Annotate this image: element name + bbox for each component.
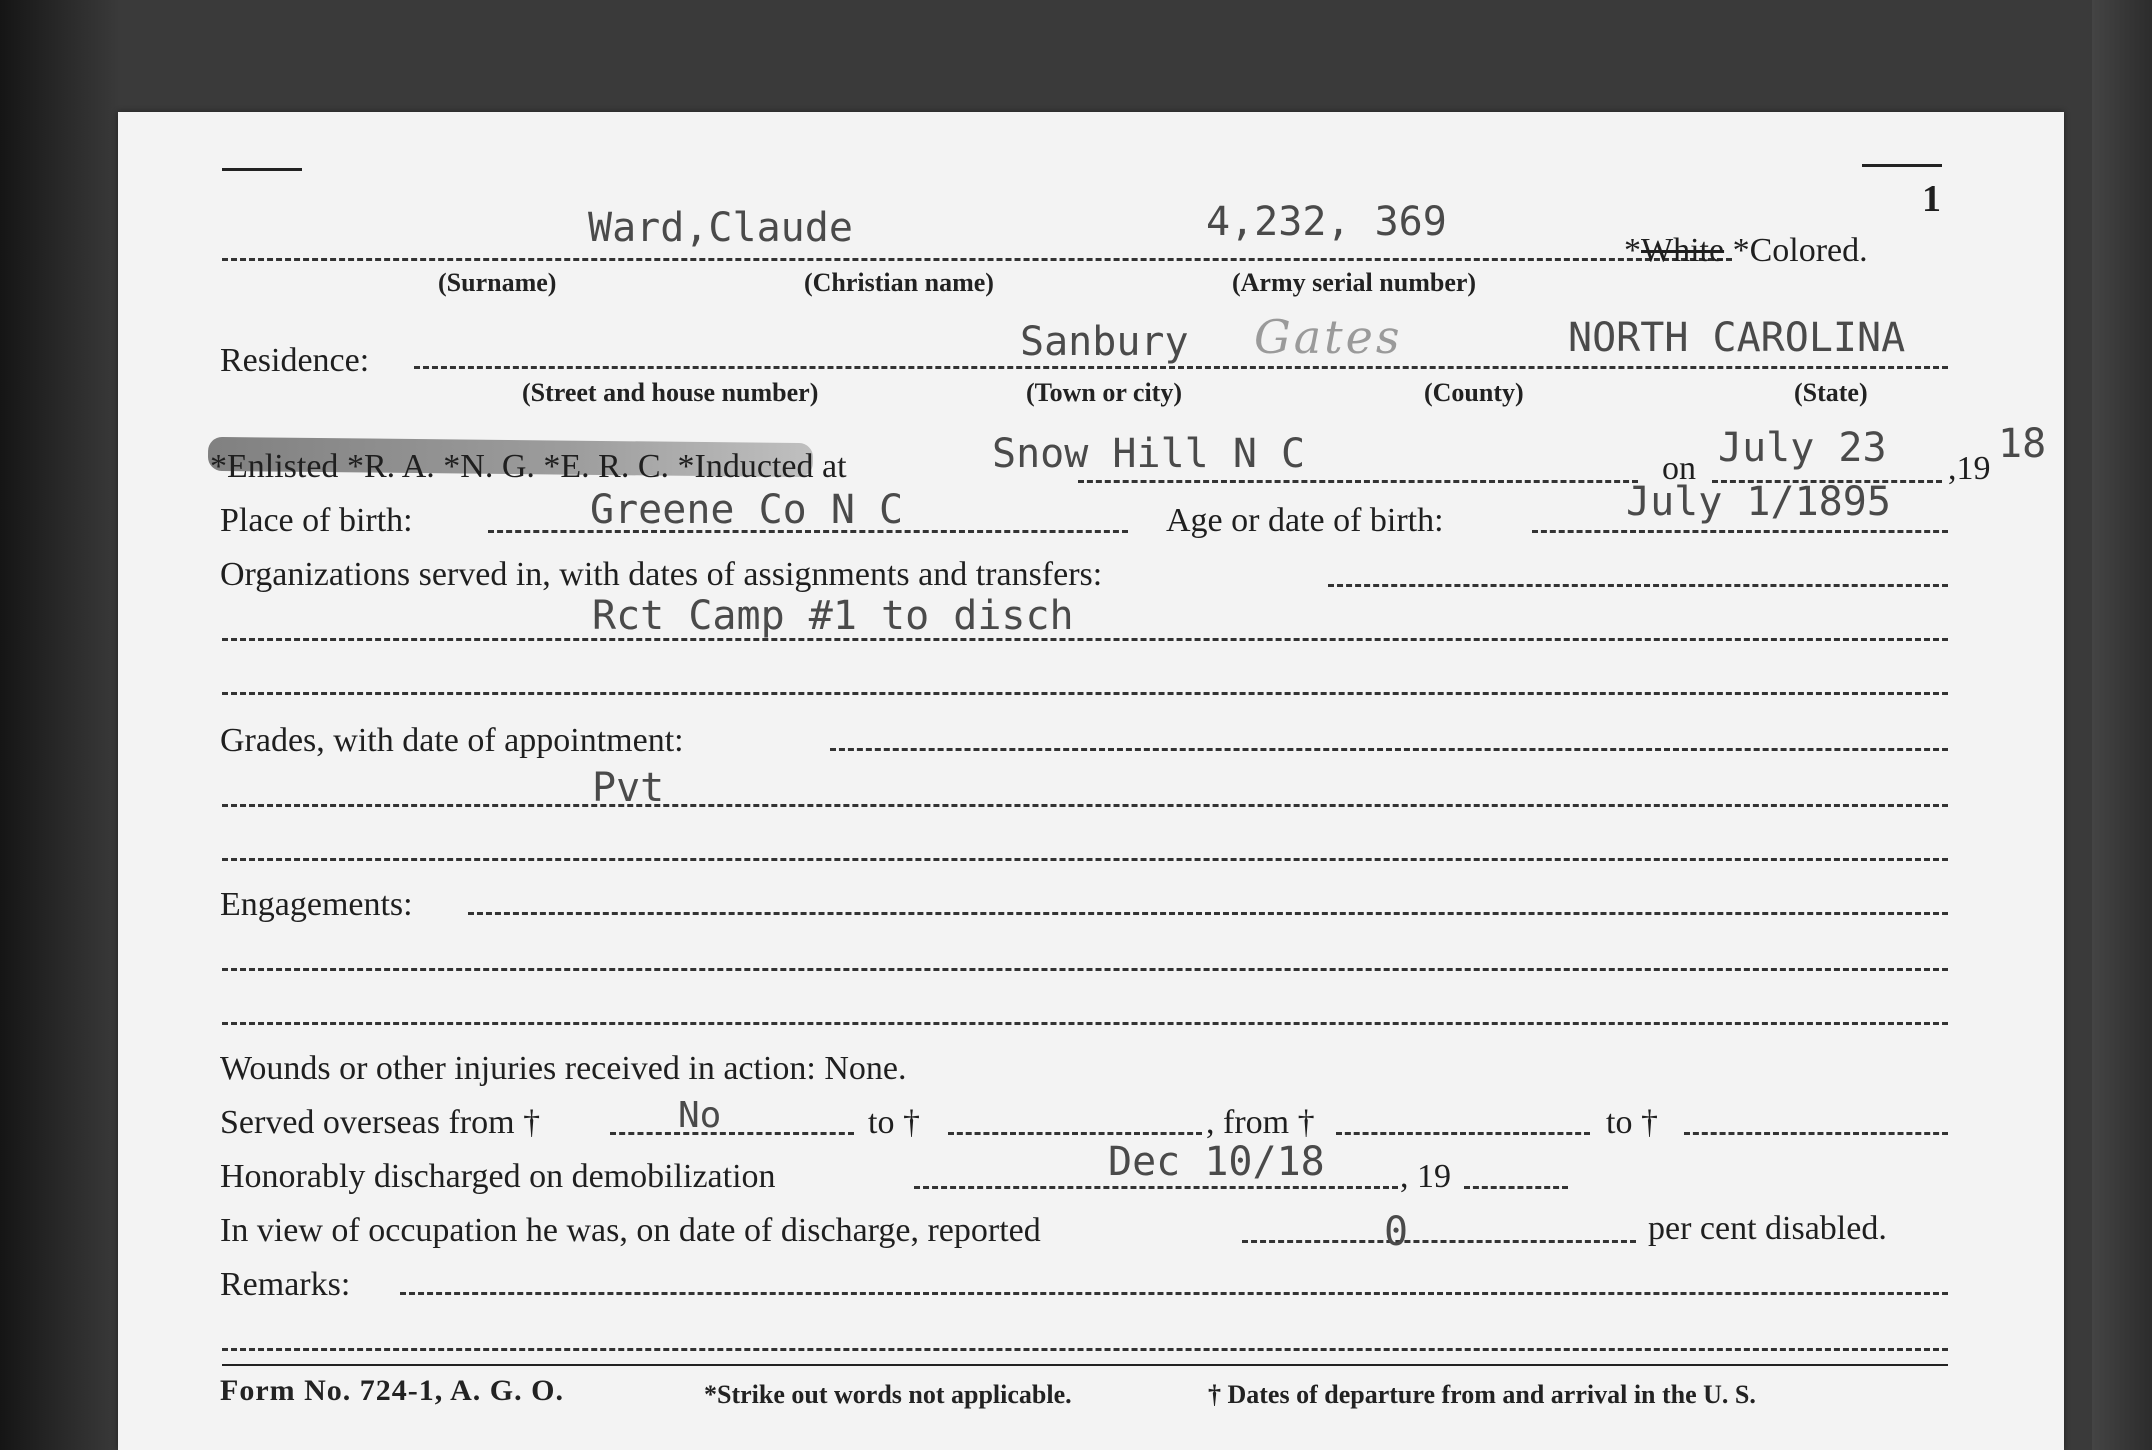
- dagger-mark: †: [1208, 1380, 1221, 1409]
- town-caption: (Town or city): [1026, 378, 1182, 407]
- engagements-line-3: [222, 1022, 1948, 1025]
- serial-number-value: 4,232, 369: [1206, 199, 1447, 245]
- residence-label: Residence:: [220, 342, 370, 379]
- enlistment-options: [210, 450, 847, 484]
- inducted-line: [1078, 480, 1638, 483]
- overseas-to-label: to †: [868, 1104, 920, 1141]
- surname-caption: (Surname): [438, 268, 557, 297]
- inducted-place-value: Snow Hill N C: [992, 431, 1306, 477]
- served-overseas-label: Served overseas from †: [220, 1104, 541, 1141]
- enlisted-option: Enlisted: [227, 448, 339, 485]
- christian-name-caption: (Christian name): [804, 268, 994, 297]
- overseas-from-line: [610, 1132, 854, 1135]
- organizations-line-2: [222, 638, 1948, 641]
- place-of-birth-value: Greene Co N C: [590, 487, 904, 533]
- engagements-line-2: [222, 968, 1948, 971]
- name-value: [588, 205, 853, 251]
- place-of-birth-label: Place of birth:: [220, 502, 413, 539]
- state-caption: (State): [1794, 378, 1868, 407]
- top-right-rule: [1862, 164, 1942, 167]
- county-caption: (County): [1424, 378, 1524, 407]
- footer-rule: [222, 1364, 1948, 1366]
- grades-label: Grades, with date of appointment:: [220, 722, 684, 759]
- name-line: [222, 258, 1732, 261]
- top-left-rule: [222, 168, 302, 171]
- dates-note: † Dates of departure from and arrival in the U. S.: [1208, 1380, 1756, 1409]
- overseas-value: No: [678, 1095, 722, 1136]
- scanner-background-right: [2092, 0, 2152, 1450]
- colored-option: Colored.: [1749, 232, 1868, 269]
- name-separator: ,: [684, 205, 709, 251]
- scanner-background-left: [0, 0, 120, 1450]
- grades-line-1: [830, 748, 1948, 751]
- engagements-label: Engagements:: [220, 886, 413, 923]
- asterisk-mark: *: [677, 448, 695, 485]
- wounds-label: Wounds or other injuries received in action: None.: [220, 1050, 907, 1087]
- service-record-card: [118, 112, 2064, 1450]
- surname-value: Ward: [588, 205, 685, 251]
- asterisk-mark: *: [346, 448, 364, 485]
- overseas-from2-label: , from †: [1206, 1104, 1315, 1141]
- disability-suffix: per cent disabled.: [1648, 1210, 1887, 1247]
- age-value: July 1/1895: [1626, 479, 1891, 525]
- asterisk-mark: *: [210, 448, 227, 485]
- induction-date-value: July 23: [1718, 425, 1887, 471]
- discharge-line: [914, 1186, 1398, 1189]
- organizations-label: Organizations served in, with dates of assignments and transfers:: [220, 556, 1103, 593]
- form-number: Form No. 724-1, A. G. O.: [220, 1374, 564, 1407]
- remarks-line-2: [222, 1348, 1948, 1351]
- age-line: [1532, 530, 1948, 533]
- engagements-line-1: [468, 912, 1948, 915]
- card-number: 1: [1922, 178, 1941, 220]
- disability-label: In view of occupation he was, on date of discharge, reported: [220, 1212, 1041, 1249]
- organizations-line-3: [222, 692, 1948, 695]
- asterisk-mark: *: [443, 448, 461, 485]
- ra-option: R. A.: [363, 448, 435, 485]
- residence-state-value: NORTH CAROLINA: [1568, 315, 1906, 361]
- discharge-date-value: Dec 10/18: [1108, 1139, 1325, 1185]
- organizations-line-1: [1328, 584, 1948, 587]
- serial-number-caption: (Army serial number): [1232, 268, 1477, 297]
- disability-value: 0: [1384, 1209, 1409, 1255]
- wounds-value: None.: [824, 1050, 907, 1087]
- age-label: Age or date of birth:: [1166, 502, 1444, 539]
- overseas-to2-label: to †: [1606, 1104, 1658, 1141]
- on-label: on: [1662, 450, 1696, 487]
- grades-line-3: [222, 858, 1948, 861]
- grades-value: Pvt: [592, 765, 665, 811]
- grades-line-2: [222, 804, 1948, 807]
- white-option: White: [1641, 232, 1725, 269]
- asterisk-mark: *: [1732, 232, 1750, 269]
- asterisk-mark: *: [543, 448, 561, 485]
- inducted-label: Inducted at: [694, 448, 847, 485]
- induction-year-value: 18: [1998, 421, 2047, 467]
- strike-note: *Strike out words not applicable.: [704, 1380, 1072, 1409]
- street-caption: (Street and house number): [522, 378, 819, 407]
- overseas-to2-line: [1684, 1132, 1948, 1135]
- residence-line: [414, 366, 1948, 369]
- residence-county-value: Gates: [1254, 310, 1403, 364]
- remarks-line-1: [400, 1292, 1948, 1295]
- race-options: [1624, 234, 1868, 268]
- overseas-from2-line: [1336, 1132, 1590, 1135]
- residence-town-value: Sanbury: [1020, 319, 1189, 365]
- erc-option: E. R. C.: [560, 448, 670, 485]
- discharge-year-prefix: , 19: [1400, 1158, 1451, 1195]
- asterisk-mark: *: [1624, 232, 1641, 269]
- remarks-label: Remarks:: [220, 1266, 351, 1303]
- overseas-to-line: [948, 1132, 1202, 1135]
- disability-line: [1242, 1240, 1636, 1243]
- christian-name-value: Claude: [708, 205, 853, 251]
- discharge-year-line: [1464, 1186, 1568, 1189]
- induction-year-prefix: ,19: [1948, 450, 1991, 487]
- discharge-label: Honorably discharged on demobilization: [220, 1158, 776, 1195]
- organizations-value: Rct Camp #1 to disch: [592, 593, 1074, 639]
- ng-option: N. G.: [460, 448, 535, 485]
